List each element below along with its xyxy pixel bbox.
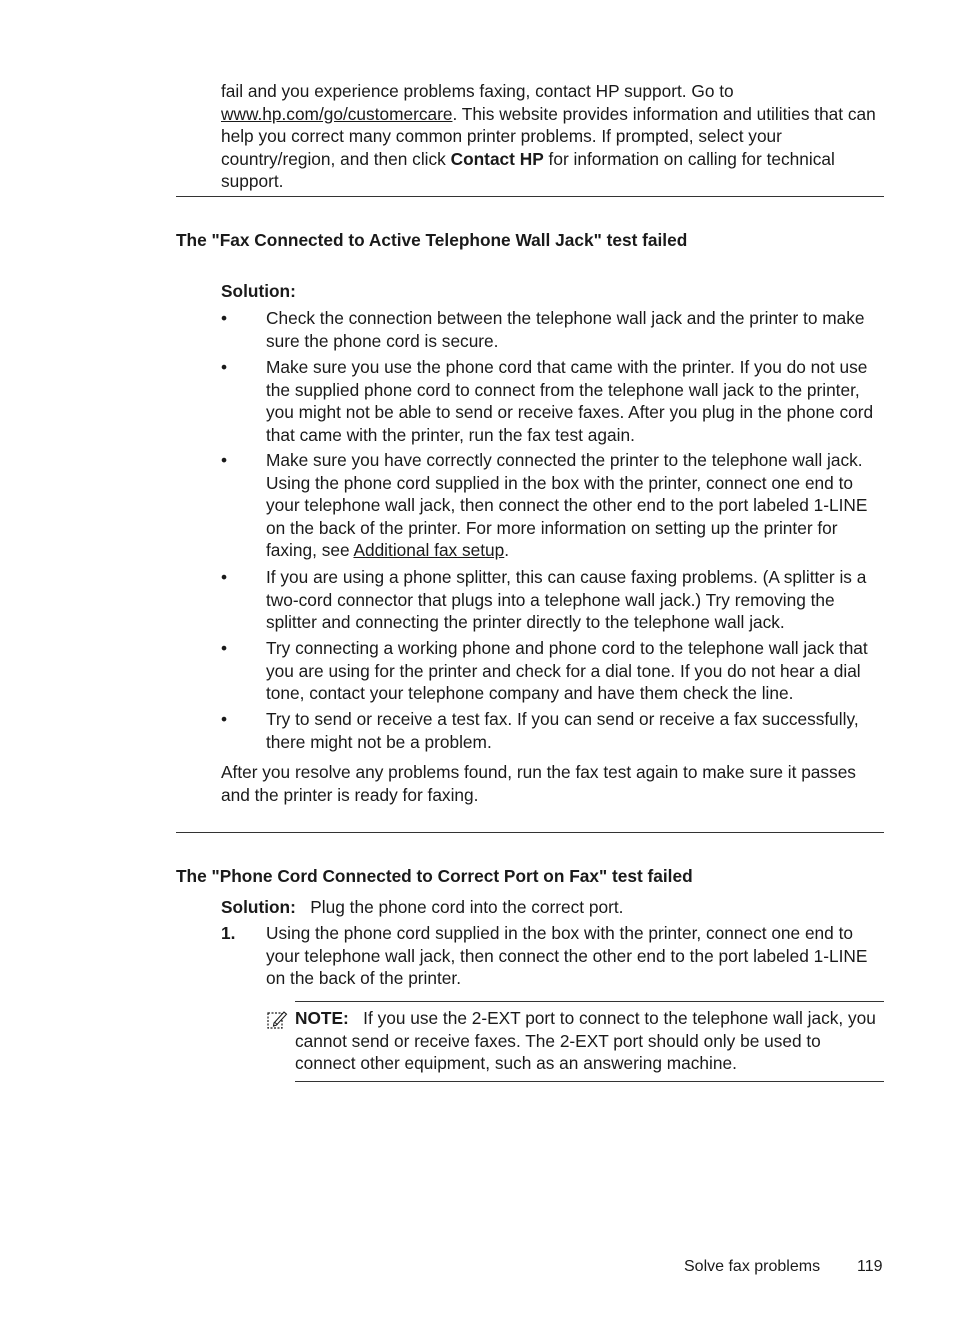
- bullet: •: [221, 638, 228, 658]
- section2-heading: The "Phone Cord Connected to Correct Port on Fax" test failed: [176, 866, 693, 886]
- list-item-text: Check the connection between the telephone wall jack and the printer to make sure the phone cord is secure.: [266, 308, 865, 351]
- divider: [176, 832, 884, 833]
- hp-support-link[interactable]: www.hp.com/go/customercare: [221, 103, 453, 124]
- section2-solution-label: Solution:: [221, 897, 296, 917]
- section1-closing: After you resolve any problems found, run the fax test again to make sure it passes and the printer is ready for faxing.: [221, 762, 856, 805]
- additional-fax-setup-link[interactable]: Additional fax setup: [353, 540, 505, 560]
- note-text: NOTE: If you use the 2-EXT port to connect to the telephone wall jack, you cannot send or receive faxes. The 2-EXT port should only be used to connect other equipment, such as an answering machine.: [295, 1008, 876, 1073]
- note-top-rule: [295, 1001, 884, 1002]
- note-icon: [266, 1009, 288, 1031]
- footer-section-title: Solve fax problems: [684, 1258, 821, 1275]
- footer-page-number: 119: [857, 1258, 883, 1275]
- list-item-text: Try to send or receive a test fax. If you can send or receive a fax successfully, there might not be a problem.: [266, 709, 859, 752]
- section1-heading: The "Fax Connected to Active Telephone Wall Jack" test failed: [176, 230, 688, 250]
- intro-paragraph: fail and you experience problems faxing, contact HP support. Go to www.hp.com/go/customercare. This website provides information and utilities that can help you correct many common printer problems. If prompted, select your country/region, and then click Contact HP for information on calling for technical support.: [221, 81, 876, 191]
- divider: [176, 196, 884, 197]
- bullet: •: [221, 709, 228, 729]
- note-label: NOTE:: [295, 1008, 349, 1028]
- note-bottom-rule: [295, 1081, 884, 1082]
- contact-hp-label: Contact HP: [450, 148, 544, 169]
- bullet: •: [221, 567, 228, 587]
- section2-solution: Solution: Plug the phone cord into the correct port.: [221, 897, 624, 917]
- step-number: 1.: [221, 923, 236, 943]
- list-item-text: If you are using a phone splitter, this can cause faxing problems. (A splitter is a two-cord connector that plugs into a telephone wall jack.) Try removing the splitter and connecting the printer directly to the telephone wall jack.: [266, 567, 867, 632]
- bullet: •: [221, 357, 228, 377]
- list-item-text: Try connecting a working phone and phone cord to the telephone wall jack that you are using for the printer and check for a dial tone. If you do not hear a dial tone, contact your telephone company and have them check the line.: [266, 638, 868, 703]
- list-item-text: Make sure you use the phone cord that came with the printer. If you do not use the supplied phone cord to connect from the telephone wall jack to the printer, you might not be able to send or receive faxes. After you plug in the phone cord that came with the printer, run the fax test again.: [266, 357, 874, 445]
- list-item-text: Make sure you have correctly connected the printer to the telephone wall jack. Using the phone cord supplied in the box with the printer, connect one end to your telephone wall jack, then connect the other end to the port labeled 1-LINE on the back of the printer. For more information on setting up the printer for faxing, see Additional fax setup.: [266, 450, 868, 560]
- bullet: •: [221, 308, 228, 328]
- section1-solution-label: Solution:: [221, 281, 296, 301]
- step-text: Using the phone cord supplied in the box with the printer, connect one end to your telephone wall jack, then connect the other end to the port labeled 1-LINE on the back of the printer.: [266, 923, 868, 988]
- bullet: •: [221, 450, 228, 470]
